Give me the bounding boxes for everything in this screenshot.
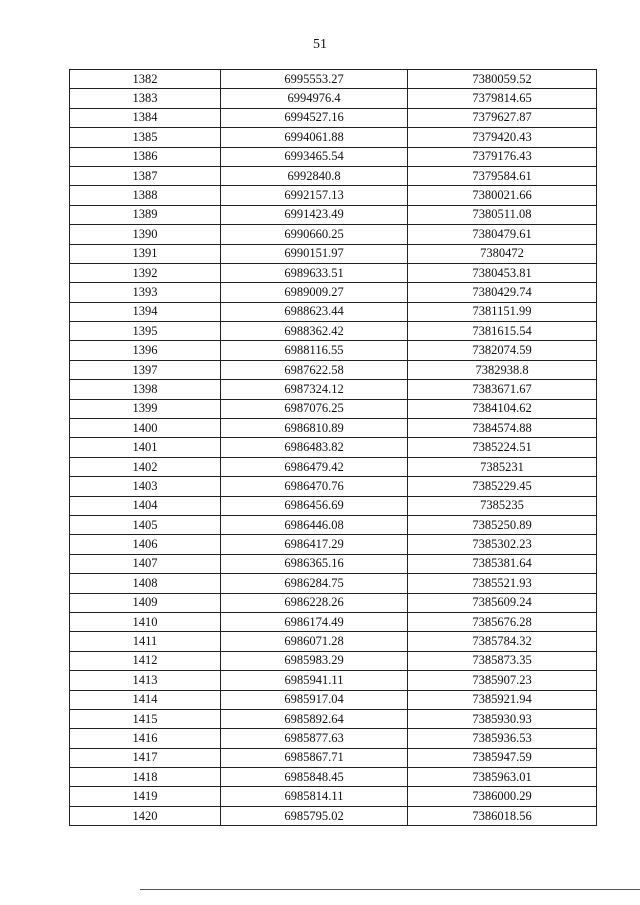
- table-row: [70, 108, 597, 127]
- table-row: [70, 225, 597, 244]
- point-number-cell: 1385: [70, 128, 221, 147]
- x-coordinate-cell: 6992157.13: [221, 186, 408, 205]
- table-row: [70, 166, 597, 185]
- table-row: [70, 574, 597, 593]
- x-coordinate-cell: 6987622.58: [221, 360, 408, 379]
- y-coordinate-cell: 7385921.94: [408, 690, 597, 709]
- point-number-cell: 1409: [70, 593, 221, 612]
- point-number-cell: 1402: [70, 457, 221, 476]
- point-number-cell: 1394: [70, 302, 221, 321]
- point-number-cell: 1391: [70, 244, 221, 263]
- table-row: [70, 768, 597, 787]
- y-coordinate-cell: 7380059.52: [408, 70, 597, 89]
- table-row: [70, 806, 597, 825]
- table-row: [70, 302, 597, 321]
- x-coordinate-cell: 6985814.11: [221, 787, 408, 806]
- x-coordinate-cell: 6986470.76: [221, 477, 408, 496]
- y-coordinate-cell: 7380429.74: [408, 283, 597, 302]
- coordinates-table: [69, 69, 597, 826]
- table-row: [70, 709, 597, 728]
- y-coordinate-cell: 7385231: [408, 457, 597, 476]
- y-coordinate-cell: 7385609.24: [408, 593, 597, 612]
- point-number-cell: 1387: [70, 166, 221, 185]
- x-coordinate-cell: 6986810.89: [221, 419, 408, 438]
- point-number-cell: 1399: [70, 399, 221, 418]
- x-coordinate-cell: 6985848.45: [221, 768, 408, 787]
- point-number-cell: 1401: [70, 438, 221, 457]
- x-coordinate-cell: 6986174.49: [221, 612, 408, 631]
- table-row: [70, 632, 597, 651]
- table-row: [70, 729, 597, 748]
- x-coordinate-cell: 6992840.8: [221, 166, 408, 185]
- table-row: [70, 690, 597, 709]
- point-number-cell: 1412: [70, 651, 221, 670]
- table-row: [70, 496, 597, 515]
- y-coordinate-cell: 7385963.01: [408, 768, 597, 787]
- x-coordinate-cell: 6989009.27: [221, 283, 408, 302]
- point-number-cell: 1393: [70, 283, 221, 302]
- x-coordinate-cell: 6987324.12: [221, 380, 408, 399]
- point-number-cell: 1397: [70, 360, 221, 379]
- y-coordinate-cell: 7380511.08: [408, 205, 597, 224]
- x-coordinate-cell: 6985867.71: [221, 748, 408, 767]
- table-row: [70, 748, 597, 767]
- point-number-cell: 1383: [70, 89, 221, 108]
- y-coordinate-cell: 7382938.8: [408, 360, 597, 379]
- y-coordinate-cell: 7386000.29: [408, 787, 597, 806]
- x-coordinate-cell: 6986417.29: [221, 535, 408, 554]
- point-number-cell: 1398: [70, 380, 221, 399]
- y-coordinate-cell: 7385930.93: [408, 709, 597, 728]
- y-coordinate-cell: 7381615.54: [408, 322, 597, 341]
- x-coordinate-cell: 6985941.11: [221, 671, 408, 690]
- table-row: [70, 380, 597, 399]
- y-coordinate-cell: 7385521.93: [408, 574, 597, 593]
- point-number-cell: 1405: [70, 515, 221, 534]
- y-coordinate-cell: 7379176.43: [408, 147, 597, 166]
- table-row: [70, 244, 597, 263]
- x-coordinate-cell: 6986456.69: [221, 496, 408, 515]
- point-number-cell: 1404: [70, 496, 221, 515]
- y-coordinate-cell: 7385676.28: [408, 612, 597, 631]
- point-number-cell: 1416: [70, 729, 221, 748]
- x-coordinate-cell: 6994527.16: [221, 108, 408, 127]
- y-coordinate-cell: 7384104.62: [408, 399, 597, 418]
- point-number-cell: 1386: [70, 147, 221, 166]
- point-number-cell: 1411: [70, 632, 221, 651]
- y-coordinate-cell: 7385936.53: [408, 729, 597, 748]
- y-coordinate-cell: 7386018.56: [408, 806, 597, 825]
- y-coordinate-cell: 7383671.67: [408, 380, 597, 399]
- table-row: [70, 787, 597, 806]
- y-coordinate-cell: 7385873.35: [408, 651, 597, 670]
- table-row: [70, 671, 597, 690]
- x-coordinate-cell: 6995553.27: [221, 70, 408, 89]
- table-row: [70, 477, 597, 496]
- point-number-cell: 1408: [70, 574, 221, 593]
- x-coordinate-cell: 6985877.63: [221, 729, 408, 748]
- y-coordinate-cell: 7384574.88: [408, 419, 597, 438]
- y-coordinate-cell: 7385224.51: [408, 438, 597, 457]
- table-row: [70, 205, 597, 224]
- point-number-cell: 1396: [70, 341, 221, 360]
- bottom-divider: [140, 889, 640, 890]
- y-coordinate-cell: 7381151.99: [408, 302, 597, 321]
- x-coordinate-cell: 6986365.16: [221, 554, 408, 573]
- table-body: [70, 70, 597, 826]
- table-row: [70, 263, 597, 282]
- x-coordinate-cell: 6986446.08: [221, 515, 408, 534]
- table-row: [70, 128, 597, 147]
- table-row: [70, 612, 597, 631]
- x-coordinate-cell: 6986071.28: [221, 632, 408, 651]
- y-coordinate-cell: 7385250.89: [408, 515, 597, 534]
- x-coordinate-cell: 6986483.82: [221, 438, 408, 457]
- point-number-cell: 1403: [70, 477, 221, 496]
- y-coordinate-cell: 7385302.23: [408, 535, 597, 554]
- y-coordinate-cell: 7379814.65: [408, 89, 597, 108]
- y-coordinate-cell: 7385784.32: [408, 632, 597, 651]
- point-number-cell: 1400: [70, 419, 221, 438]
- x-coordinate-cell: 6988116.55: [221, 341, 408, 360]
- table-row: [70, 147, 597, 166]
- point-number-cell: 1420: [70, 806, 221, 825]
- y-coordinate-cell: 7385907.23: [408, 671, 597, 690]
- page-number: 51: [313, 37, 327, 52]
- table-row: [70, 515, 597, 534]
- x-coordinate-cell: 6985983.29: [221, 651, 408, 670]
- point-number-cell: 1419: [70, 787, 221, 806]
- table-row: [70, 457, 597, 476]
- x-coordinate-cell: 6993465.54: [221, 147, 408, 166]
- table-row: [70, 89, 597, 108]
- table-row: [70, 283, 597, 302]
- point-number-cell: 1382: [70, 70, 221, 89]
- x-coordinate-cell: 6988623.44: [221, 302, 408, 321]
- x-coordinate-cell: 6985917.04: [221, 690, 408, 709]
- x-coordinate-cell: 6994976.4: [221, 89, 408, 108]
- table-row: [70, 341, 597, 360]
- y-coordinate-cell: 7379584.61: [408, 166, 597, 185]
- y-coordinate-cell: 7380021.66: [408, 186, 597, 205]
- point-number-cell: 1392: [70, 263, 221, 282]
- x-coordinate-cell: 6990151.97: [221, 244, 408, 263]
- table-row: [70, 399, 597, 418]
- x-coordinate-cell: 6989633.51: [221, 263, 408, 282]
- y-coordinate-cell: 7385947.59: [408, 748, 597, 767]
- x-coordinate-cell: 6990660.25: [221, 225, 408, 244]
- table-row: [70, 651, 597, 670]
- table-row: [70, 419, 597, 438]
- x-coordinate-cell: 6985892.64: [221, 709, 408, 728]
- x-coordinate-cell: 6985795.02: [221, 806, 408, 825]
- table-row: [70, 360, 597, 379]
- x-coordinate-cell: 6988362.42: [221, 322, 408, 341]
- x-coordinate-cell: 6986228.26: [221, 593, 408, 612]
- point-number-cell: 1384: [70, 108, 221, 127]
- x-coordinate-cell: 6994061.88: [221, 128, 408, 147]
- point-number-cell: 1407: [70, 554, 221, 573]
- point-number-cell: 1414: [70, 690, 221, 709]
- y-coordinate-cell: 7385381.64: [408, 554, 597, 573]
- table-row: [70, 593, 597, 612]
- table-row: [70, 322, 597, 341]
- point-number-cell: 1410: [70, 612, 221, 631]
- table-row: [70, 186, 597, 205]
- point-number-cell: 1395: [70, 322, 221, 341]
- table-row: [70, 535, 597, 554]
- point-number-cell: 1406: [70, 535, 221, 554]
- x-coordinate-cell: 6986284.75: [221, 574, 408, 593]
- y-coordinate-cell: 7385229.45: [408, 477, 597, 496]
- x-coordinate-cell: 6986479.42: [221, 457, 408, 476]
- y-coordinate-cell: 7380453.81: [408, 263, 597, 282]
- x-coordinate-cell: 6987076.25: [221, 399, 408, 418]
- table-row: [70, 70, 597, 89]
- point-number-cell: 1415: [70, 709, 221, 728]
- point-number-cell: 1417: [70, 748, 221, 767]
- point-number-cell: 1418: [70, 768, 221, 787]
- y-coordinate-cell: 7379420.43: [408, 128, 597, 147]
- y-coordinate-cell: 7379627.87: [408, 108, 597, 127]
- y-coordinate-cell: 7380472: [408, 244, 597, 263]
- point-number-cell: 1390: [70, 225, 221, 244]
- point-number-cell: 1388: [70, 186, 221, 205]
- y-coordinate-cell: 7380479.61: [408, 225, 597, 244]
- x-coordinate-cell: 6991423.49: [221, 205, 408, 224]
- table-row: [70, 554, 597, 573]
- table-row: [70, 438, 597, 457]
- y-coordinate-cell: 7382074.59: [408, 341, 597, 360]
- y-coordinate-cell: 7385235: [408, 496, 597, 515]
- point-number-cell: 1413: [70, 671, 221, 690]
- point-number-cell: 1389: [70, 205, 221, 224]
